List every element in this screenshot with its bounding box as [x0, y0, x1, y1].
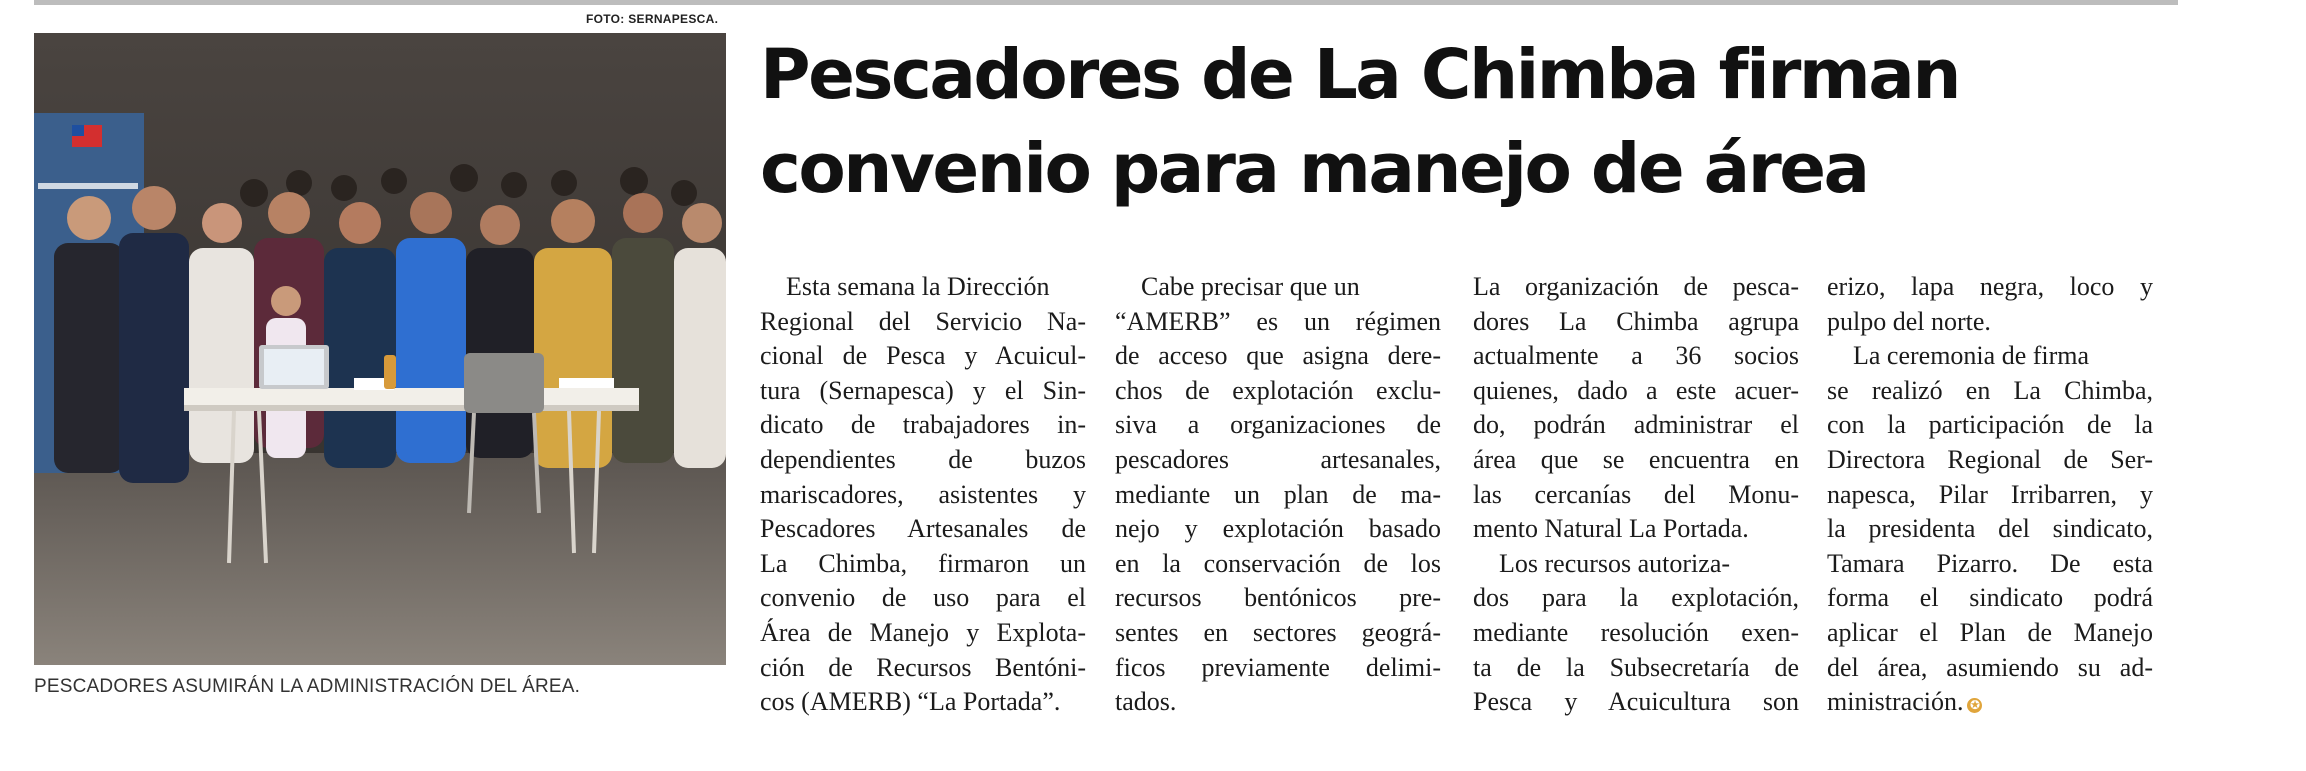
paragraph-3	[1473, 270, 1799, 547]
article-column-2	[1115, 270, 1441, 720]
paragraph-1-cont	[760, 305, 1086, 720]
text-line: mediante resolución exen-	[1473, 617, 1799, 647]
text-line: dores La Chimba agrupa	[1473, 306, 1799, 336]
text-line-last	[1827, 685, 2153, 720]
paragraph-2	[1115, 270, 1441, 720]
text-line: sentes en sectores geográ-	[1115, 617, 1441, 647]
text-line: chos de explotación exclu-	[1115, 375, 1441, 405]
text-line: actualmente a 36 socios	[1473, 341, 1799, 371]
headline-line-1: Pescadores de La Chimba firman	[760, 35, 1959, 115]
text-line: napesca, Pilar Irribarren, y	[1827, 479, 2153, 509]
paragraph-5	[1827, 339, 2153, 720]
text-line: ministración.	[1827, 687, 1964, 717]
text-line: tura (Sernapesca) y el Sin-	[760, 375, 1086, 405]
text-line: pulpo del norte.	[1827, 306, 1991, 336]
text-line: Pescadores Artesanales de	[760, 514, 1086, 544]
text-line: siva a organizaciones de	[1115, 410, 1441, 440]
text-line: ción de Recursos Bentóni-	[760, 652, 1086, 682]
text-line: ficos previamente delimi-	[1115, 652, 1441, 682]
photo-caption: PESCADORES ASUMIRÁN LA ADMINISTRACIÓN DEL ÁREA.	[34, 676, 581, 697]
text-line: forma el sindicato podrá	[1827, 583, 2153, 613]
text-line: Tamara Pizarro. De esta	[1827, 548, 2153, 578]
text-line: La organización de pesca-	[1473, 272, 1799, 301]
text-line: dicato de trabajadores in-	[760, 410, 1086, 440]
article-column-4	[1827, 270, 2153, 720]
text-line: Directora Regional de Ser-	[1827, 444, 2153, 474]
text-line: en la conservación de los	[1115, 548, 1441, 578]
text-line: pescadores artesanales,	[1115, 444, 1441, 474]
photo-credit: FOTO: SERNAPESCA.	[586, 12, 719, 26]
text-line: Esta semana la Dirección	[786, 272, 1050, 301]
paragraph-4-cont	[1827, 270, 2153, 339]
news-photo	[34, 33, 726, 665]
text-line: Cabe precisar que un	[1141, 272, 1360, 301]
text-line: de acceso que asigna dere-	[1115, 341, 1441, 371]
text-line: recursos bentónicos pre-	[1115, 583, 1441, 613]
text-line: convenio de uso para el	[760, 583, 1086, 613]
text-line: dependientes de buzos	[760, 444, 1086, 474]
text-line: cional de Pesca y Acuicul-	[760, 341, 1086, 371]
headline	[760, 28, 2180, 216]
paragraph-4	[1473, 547, 1799, 720]
text-line: mediante un plan de ma-	[1115, 479, 1441, 509]
text-line: tados.	[1115, 687, 1177, 717]
text-line: del área, asumiendo su ad-	[1827, 652, 2153, 682]
paragraph-1	[760, 270, 1086, 305]
text-line: ta de la Subsecretaría de	[1473, 652, 1799, 682]
text-line: Área de Manejo y Explota-	[760, 617, 1086, 647]
text-line: Los recursos autoriza-	[1499, 548, 1731, 578]
text-line: la presidenta del sindicato,	[1827, 514, 2153, 544]
text-line: “AMERB” es un régimen	[1115, 306, 1441, 336]
text-line: Regional del Servicio Na-	[760, 306, 1086, 336]
text-line: La Chimba, firmaron un	[760, 548, 1086, 578]
article-column-1	[760, 270, 1086, 720]
photo-illustration	[34, 33, 726, 665]
article-column-3	[1473, 270, 1799, 720]
text-line: se realizó en La Chimba,	[1827, 375, 2153, 405]
text-line: mariscadores, asistentes y	[760, 479, 1086, 509]
text-line: las cercanías del Monu-	[1473, 479, 1799, 509]
text-line: quienes, dado a este acuer-	[1473, 375, 1799, 405]
top-rule	[34, 0, 2178, 5]
text-line: erizo, lapa negra, loco y	[1827, 272, 2153, 301]
text-line: La ceremonia de firma	[1853, 341, 2090, 371]
text-line: mento Natural La Portada.	[1473, 514, 1749, 544]
end-of-article-icon: ✪	[1967, 698, 1982, 713]
text-line: dos para la explotación,	[1473, 583, 1799, 613]
text-line: con la participación de la	[1827, 410, 2153, 440]
text-line: área que se encuentra en	[1473, 444, 1799, 474]
headline-line-2: convenio para manejo de área	[760, 129, 1868, 209]
text-line: do, podrán administrar el	[1473, 410, 1799, 440]
text-line: cos (AMERB) “La Portada”.	[760, 687, 1061, 717]
text-line: Pesca y Acuicultura son	[1473, 687, 1799, 717]
text-line: aplicar el Plan de Manejo	[1827, 617, 2153, 647]
text-line: nejo y explotación basado	[1115, 514, 1441, 544]
